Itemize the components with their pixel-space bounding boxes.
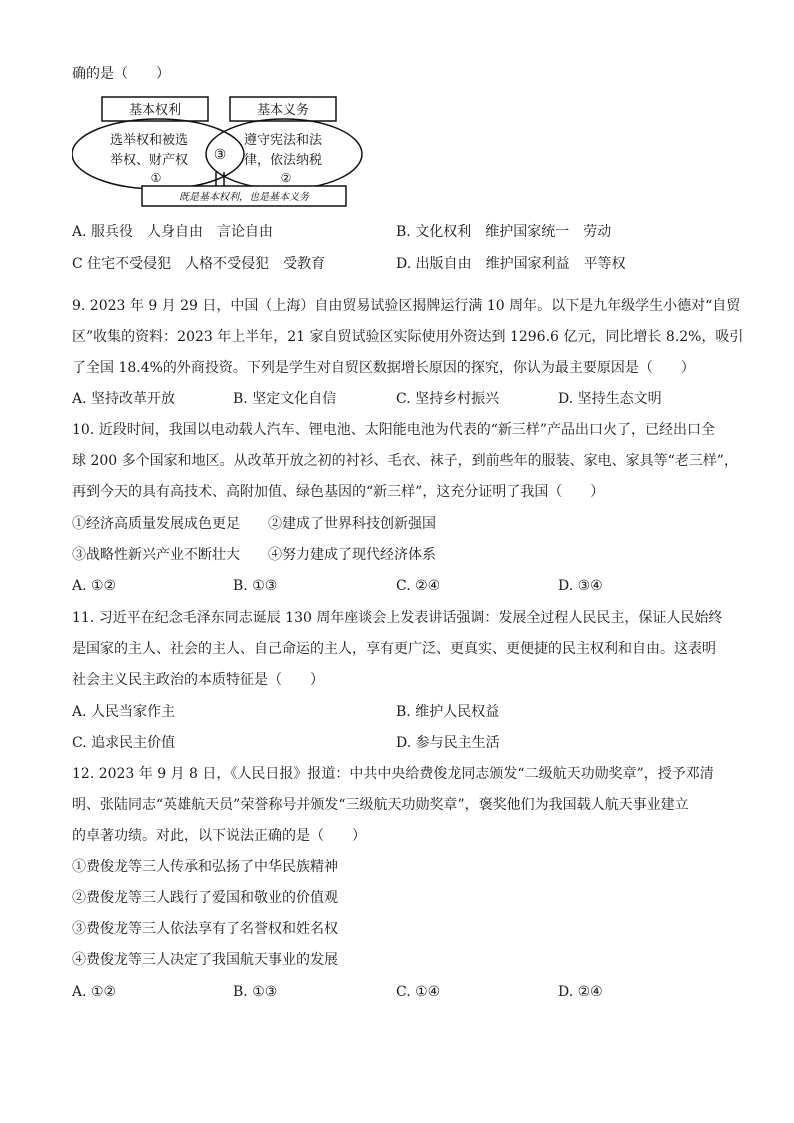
q9-option-d[interactable]: D. 坚持生态文明 xyxy=(558,391,662,407)
q11-option-d[interactable]: D. 参与民主生活 xyxy=(396,735,500,751)
q12-line-1: 12. 2023 年 9 月 8 日，《人民日报》报道：中共中央给费俊龙同志颁发“二级航天功勋奖章”，授予邓清 xyxy=(72,766,714,782)
q10-option-c[interactable]: C. ②④ xyxy=(396,578,441,594)
right-line2: 律，依法纳税 xyxy=(244,153,323,168)
right-line1: 遵守宪法和法 xyxy=(244,133,323,148)
q10-option-b[interactable]: B. ①③ xyxy=(233,578,278,594)
q11-line-1: 11. 习近平在纪念毛泽东同志诞辰 130 周年座谈会上发表讲话强调：发展全过程人民民主，保证人民始终 xyxy=(72,610,723,626)
q10-statement-1: ①经济高质量发展成色更足 xyxy=(72,516,240,532)
marker-3: ③ xyxy=(213,147,227,163)
bottom-caption: 既是基本权利，也是基本义务 xyxy=(179,192,309,203)
q11-line-2: 是国家的主人、社会的主人、自己命运的主人，享有更广泛、更真实、更便捷的民主权利和自由。这表明 xyxy=(72,641,716,657)
q11-option-b[interactable]: B. 维护人民权益 xyxy=(396,704,500,720)
q12-line-2: 明、张陆同志“英雄航天员”荣誉称号并颁发“三级航天功勋奖章”，褒奖他们为我国载人航天事业建立 xyxy=(72,797,689,813)
q9-option-b[interactable]: B. 坚定文化自信 xyxy=(233,391,337,407)
right-title: 基本义务 xyxy=(256,103,310,118)
q10-line-3: 再到今天的具有高技术、高附加值、绿色基因的“新三样”，这充分证明了我国（ ） xyxy=(72,484,605,500)
left-line2: 举权、财产权 xyxy=(110,153,189,168)
q12-option-b[interactable]: B. ①③ xyxy=(233,984,278,1000)
q12-statement-3: ③费俊龙等三人依法享有了名誉权和姓名权 xyxy=(72,921,338,937)
q10-option-a[interactable]: A. ①② xyxy=(72,578,117,594)
q10-statement-3: ③战略性新兴产业不断壮大 xyxy=(72,547,240,563)
q12-line-3: 的卓著功绩。对此，以下说法正确的是（ ） xyxy=(72,828,366,844)
q12-statement-1: ①费俊龙等三人传承和弘扬了中华民族精神 xyxy=(72,859,338,875)
q10-line-2: 球 200 多个国家和地区。从改革开放之初的衬衫、毛衣、袜子，到前些年的服装、家电、家具等“老三样”， xyxy=(72,453,738,469)
q8-option-d[interactable]: D. 出版自由 维护国家利益 平等权 xyxy=(396,256,626,272)
q12-statement-2: ②费俊龙等三人践行了爱国和敬业的价值观 xyxy=(72,890,338,906)
q8-option-a[interactable]: A. 服兵役 人身自由 言论自由 xyxy=(72,224,274,240)
q8-stem-tail: 确的是（ ） xyxy=(72,66,170,82)
left-title: 基本权利 xyxy=(128,103,182,118)
q11-option-a[interactable]: A. 人民当家作主 xyxy=(72,704,176,720)
q10-statement-4: ④努力建成了现代经济体系 xyxy=(268,547,436,563)
marker-2: ② xyxy=(280,171,292,185)
q9-option-a[interactable]: A. 坚持改革开放 xyxy=(72,391,176,407)
q11-option-c[interactable]: C. 追求民主价值 xyxy=(72,735,176,751)
q9-line-3: 了全国 18.4%的外商投资。下列是学生对自贸区数据增长原因的探究，你认为最主要原因是（ ） xyxy=(72,360,695,376)
q8-option-c[interactable]: C 住宅不受侵犯 人格不受侵犯 受教育 xyxy=(72,256,326,272)
q12-option-c[interactable]: C. ①④ xyxy=(396,984,441,1000)
q9-line-1: 9. 2023 年 9 月 29 日，中国（上海）自由贸易试验区揭牌运行满 10 周年。以下是九年级学生小德对“自贸 xyxy=(72,298,741,314)
q11-line-3: 社会主义民主政治的本质特征是（ ） xyxy=(72,672,324,688)
q10-line-1: 10. 近段时间，我国以电动载人汽车、锂电池、太阳能电池为代表的“新三样”产品出口火了，已经出口全 xyxy=(72,422,716,438)
q10-option-d[interactable]: D. ③④ xyxy=(558,578,603,594)
q10-statement-2: ②建成了世界科技创新强国 xyxy=(268,516,436,532)
q12-option-d[interactable]: D. ②④ xyxy=(558,984,603,1000)
q12-option-a[interactable]: A. ①② xyxy=(72,984,117,1000)
q9-line-2: 区”收集的资料：2023 年上半年，21 家自贸试验区实际使用外资达到 1296.6 亿元，同比增长 8.2%，吸引 xyxy=(72,329,744,345)
q8-option-b[interactable]: B. 文化权利 维护国家统一 劳动 xyxy=(396,224,612,240)
marker-1: ① xyxy=(150,171,162,185)
q8-rights-duties-diagram xyxy=(72,94,364,210)
q12-statement-4: ④费俊龙等三人决定了我国航天事业的发展 xyxy=(72,952,338,968)
left-line1: 选举权和被选 xyxy=(110,133,189,148)
q9-option-c[interactable]: C. 坚持乡村振兴 xyxy=(396,391,500,407)
